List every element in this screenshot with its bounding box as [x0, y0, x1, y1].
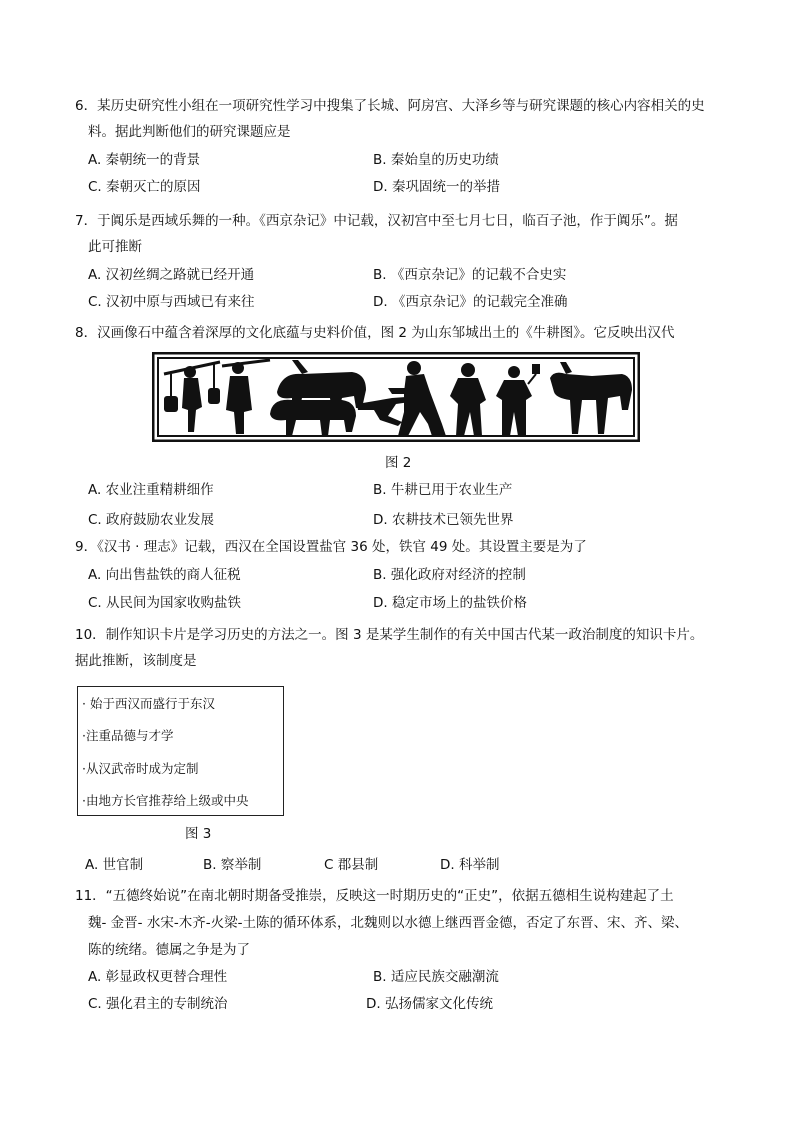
q11-option-a: A. 彰显政权更替合理性 — [88, 969, 228, 985]
q9-option-b: B. 强化政府对经济的控制 — [373, 567, 526, 583]
q11-option-d: D. 弘扬儒家文化传统 — [366, 996, 493, 1012]
q10-option-c: C 郡县制 — [324, 857, 379, 873]
q9-stem-line1: 9．《汉书 · 理志》记载，西汉在全国设置盐官 36 处，铁官 49 处。其设置主要是为了 — [75, 539, 587, 555]
q7-stem-line1: 7．于阗乐是西域乐舞的一种。《西京杂记》中记载，汉初宫中至七月七日，临百子池，作于阗乐”。据 — [75, 213, 678, 229]
q11-option-c: C. 强化君主的专制统治 — [88, 996, 228, 1012]
q7-option-b: B. 《西京杂记》的记载不合史实 — [373, 267, 567, 283]
q8-option-c: C. 政府鼓励农业发展 — [88, 512, 215, 528]
q10-option-d: D. 科举制 — [440, 857, 500, 873]
q6-option-c: C. 秦朝灭亡的原因 — [88, 179, 201, 195]
q6-option-a: A. 秦朝统一的背景 — [88, 152, 201, 168]
q6-option-b: B. 秦始皇的历史功绩 — [373, 152, 499, 168]
q8-option-b: B. 牛耕已用于农业生产 — [373, 482, 513, 498]
q11-option-b: B. 适应民族交融潮流 — [373, 969, 499, 985]
card-item: · 始于西汉而盛行于东汉 — [82, 696, 215, 711]
q8-stem-line1: 8．汉画像石中蕴含着深厚的文化底蕴与史料价值，图 2 为山东邹城出土的《牛耕图》。它反映出汉代 — [75, 325, 675, 341]
q9-option-d: D. 稳定市场上的盐铁价格 — [373, 595, 527, 611]
figure-2-caption: 图 2 — [385, 455, 412, 471]
q6-stem-line2: 料。据此判断他们的研究课题应是 — [88, 124, 291, 140]
q9-option-c: C. 从民间为国家收购盐铁 — [88, 595, 242, 611]
q7-option-d: D. 《西京杂记》的记载完全准确 — [373, 294, 568, 310]
q10-option-a: A. 世官制 — [85, 857, 144, 873]
q6-stem-line1: 6．某历史研究性小组在一项研究性学习中搜集了长城、阿房宫、大泽乡等与研究课题的核心内容相关的史 — [75, 98, 705, 114]
q10-option-b: B. 察举制 — [203, 857, 262, 873]
q11-stem-line2: 魏- 金晋- 水宋-木齐-火梁-土陈的循环体系，北魏则以水德上继西晋金德，否定了东晋、宋、齐、梁、 — [88, 915, 688, 931]
q7-stem-line2: 此可推断 — [88, 239, 142, 255]
ox-plowing-relief-image — [152, 352, 640, 442]
q10-stem-line2: 据此推断，该制度是 — [75, 653, 197, 669]
card-item: ·注重品德与才学 — [82, 728, 174, 743]
q10-stem-line1: 10．制作知识卡片是学习历史的方法之一。图 3 是某学生制作的有关中国古代某一政治制度的知识卡片。 — [75, 627, 704, 643]
card-item: ·由地方长官推荐给上级或中央 — [82, 793, 249, 808]
q7-option-a: A. 汉初丝绸之路就已经开通 — [88, 267, 255, 283]
q11-stem-line3: 陈的统绪。德属之争是为了 — [88, 942, 250, 958]
q11-stem-line1: 11．“五德终始说”在南北朝时期备受推崇，反映这一时期历史的“正史”，依据五德相生说构建起了土 — [75, 888, 674, 904]
q6-option-d: D. 秦巩固统一的举措 — [373, 179, 500, 195]
q9-option-a: A. 向出售盐铁的商人征税 — [88, 567, 241, 583]
q8-option-d: D. 农耕技术已领先世界 — [373, 512, 514, 528]
card-item: ·从汉武帝时成为定制 — [82, 761, 199, 776]
figure-3-caption: 图 3 — [185, 826, 212, 842]
q7-option-c: C. 汉初中原与西域已有来往 — [88, 294, 255, 310]
q8-option-a: A. 农业注重精耕细作 — [88, 482, 214, 498]
knowledge-card — [77, 686, 284, 816]
